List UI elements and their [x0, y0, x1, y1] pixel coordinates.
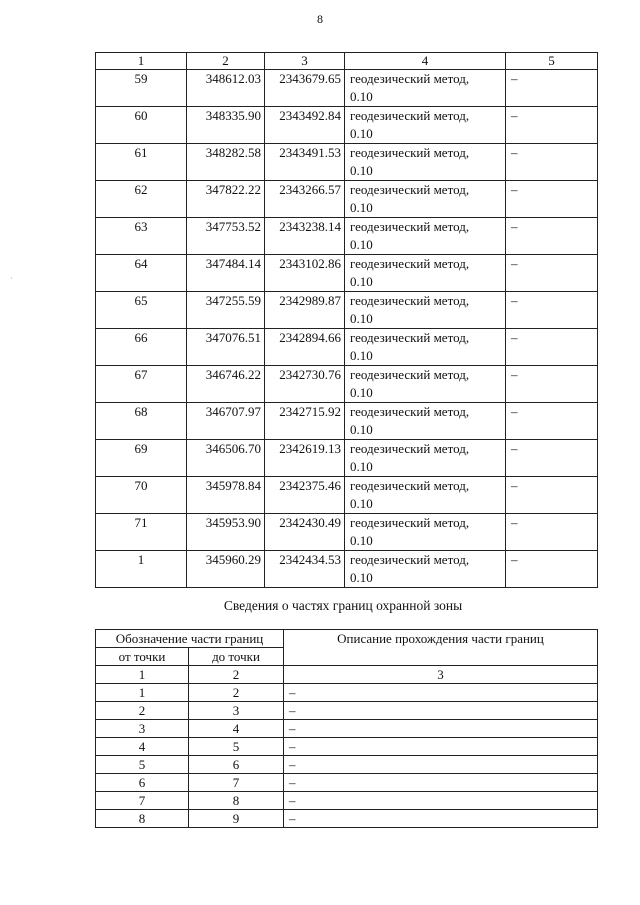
accuracy-value: 0.10	[350, 126, 373, 141]
table-row	[96, 218, 598, 255]
method-text: геодезический метод,	[350, 145, 470, 160]
description-cell: –	[284, 810, 598, 828]
method-text: геодезический метод,	[350, 108, 470, 123]
coord-y: 2342375.46	[265, 477, 345, 514]
to-point: 4	[189, 720, 284, 738]
from-point: 3	[96, 720, 189, 738]
method-text: геодезический метод,	[350, 367, 470, 382]
method-cell	[345, 218, 506, 255]
note-cell: –	[506, 107, 598, 144]
coord-x: 347484.14	[187, 255, 265, 292]
table-row	[96, 792, 598, 810]
page-number: 8	[317, 12, 323, 26]
note-cell: –	[506, 292, 598, 329]
from-point: 5	[96, 756, 189, 774]
col-header-1: 1	[96, 53, 187, 70]
coord-y: 2342730.76	[265, 366, 345, 403]
note-cell: –	[506, 551, 598, 588]
method-text: геодезический метод,	[350, 478, 470, 493]
point-number: 70	[96, 477, 187, 514]
description-cell: –	[284, 756, 598, 774]
table-row	[96, 181, 598, 218]
note-cell: –	[506, 255, 598, 292]
accuracy-value: 0.10	[350, 311, 373, 326]
description-cell: –	[284, 720, 598, 738]
col-number-2: 2	[189, 666, 284, 684]
accuracy-value: 0.10	[350, 496, 373, 511]
table-row	[96, 255, 598, 292]
point-number: 1	[96, 551, 187, 588]
col-number-3: 3	[284, 666, 598, 684]
point-number: 64	[96, 255, 187, 292]
header-boundary-part: Обозначение части границ	[96, 630, 284, 648]
note-cell: –	[506, 70, 598, 107]
accuracy-value: 0.10	[350, 274, 373, 289]
coordinates-table-header-row	[96, 53, 598, 70]
method-cell	[345, 403, 506, 440]
method-text: геодезический метод,	[350, 515, 470, 530]
table-row	[96, 292, 598, 329]
method-text: геодезический метод,	[350, 404, 470, 419]
parts-header-row-1	[96, 630, 598, 648]
accuracy-value: 0.10	[350, 89, 373, 104]
coord-x: 347822.22	[187, 181, 265, 218]
accuracy-value: 0.10	[350, 422, 373, 437]
from-point: 4	[96, 738, 189, 756]
to-point: 5	[189, 738, 284, 756]
table-row	[96, 551, 598, 588]
accuracy-value: 0.10	[350, 570, 373, 585]
col-header-5: 5	[506, 53, 598, 70]
note-cell: –	[506, 218, 598, 255]
method-cell	[345, 144, 506, 181]
method-cell	[345, 366, 506, 403]
coord-x: 347255.59	[187, 292, 265, 329]
coord-y: 2343491.53	[265, 144, 345, 181]
table-row	[96, 144, 598, 181]
table-row	[96, 756, 598, 774]
from-point: 7	[96, 792, 189, 810]
method-text: геодезический метод,	[350, 441, 470, 456]
note-cell: –	[506, 329, 598, 366]
note-cell: –	[506, 440, 598, 477]
accuracy-value: 0.10	[350, 348, 373, 363]
coord-x: 345953.90	[187, 514, 265, 551]
table-row	[96, 810, 598, 828]
coord-x: 346506.70	[187, 440, 265, 477]
method-text: геодезический метод,	[350, 552, 470, 567]
note-cell: –	[506, 477, 598, 514]
note-cell: –	[506, 144, 598, 181]
header-description: Описание прохождения части границ	[284, 630, 598, 666]
coord-y: 2343266.57	[265, 181, 345, 218]
table-row	[96, 477, 598, 514]
method-cell	[345, 255, 506, 292]
from-point: 1	[96, 684, 189, 702]
note-cell: –	[506, 514, 598, 551]
point-number: 60	[96, 107, 187, 144]
coord-x: 348612.03	[187, 70, 265, 107]
method-text: геодезический метод,	[350, 256, 470, 271]
method-cell	[345, 440, 506, 477]
method-text: геодезический метод,	[350, 182, 470, 197]
method-text: геодезический метод,	[350, 293, 470, 308]
col-header-3: 3	[265, 53, 345, 70]
table-row	[96, 329, 598, 366]
method-cell	[345, 329, 506, 366]
header-to-point: до точки	[189, 648, 284, 666]
point-number: 68	[96, 403, 187, 440]
description-cell: –	[284, 738, 598, 756]
point-number: 61	[96, 144, 187, 181]
to-point: 9	[189, 810, 284, 828]
boundary-parts-table	[95, 629, 598, 828]
to-point: 7	[189, 774, 284, 792]
coord-y: 2343679.65	[265, 70, 345, 107]
method-cell	[345, 514, 506, 551]
method-cell	[345, 551, 506, 588]
point-number: 67	[96, 366, 187, 403]
table-row	[96, 403, 598, 440]
coord-y: 2343102.86	[265, 255, 345, 292]
coord-y: 2343492.84	[265, 107, 345, 144]
note-cell: –	[506, 366, 598, 403]
accuracy-value: 0.10	[350, 200, 373, 215]
coordinates-table	[95, 52, 598, 588]
accuracy-value: 0.10	[350, 237, 373, 252]
method-cell	[345, 70, 506, 107]
accuracy-value: 0.10	[350, 533, 373, 548]
col-header-2: 2	[187, 53, 265, 70]
point-number: 62	[96, 181, 187, 218]
table-row	[96, 720, 598, 738]
note-cell: –	[506, 181, 598, 218]
coord-y: 2342619.13	[265, 440, 345, 477]
coord-y: 2342430.49	[265, 514, 345, 551]
coord-y: 2342434.53	[265, 551, 345, 588]
accuracy-value: 0.10	[350, 459, 373, 474]
table-row	[96, 684, 598, 702]
point-number: 59	[96, 70, 187, 107]
point-number: 69	[96, 440, 187, 477]
method-text: геодезический метод,	[350, 219, 470, 234]
description-cell: –	[284, 774, 598, 792]
description-cell: –	[284, 792, 598, 810]
to-point: 2	[189, 684, 284, 702]
coord-x: 348282.58	[187, 144, 265, 181]
from-point: 2	[96, 702, 189, 720]
point-number: 66	[96, 329, 187, 366]
from-point: 6	[96, 774, 189, 792]
to-point: 3	[189, 702, 284, 720]
method-cell	[345, 107, 506, 144]
col-header-4: 4	[345, 53, 506, 70]
col-number-1: 1	[96, 666, 189, 684]
parts-number-row	[96, 666, 598, 684]
coord-x: 345978.84	[187, 477, 265, 514]
point-number: 65	[96, 292, 187, 329]
coord-x: 348335.90	[187, 107, 265, 144]
method-cell	[345, 477, 506, 514]
table-row	[96, 70, 598, 107]
table-row	[96, 107, 598, 144]
accuracy-value: 0.10	[350, 385, 373, 400]
note-cell: –	[506, 403, 598, 440]
to-point: 8	[189, 792, 284, 810]
table-row	[96, 440, 598, 477]
coord-x: 346746.22	[187, 366, 265, 403]
coord-y: 2342715.92	[265, 403, 345, 440]
method-cell	[345, 181, 506, 218]
method-text: геодезический метод,	[350, 330, 470, 345]
point-number: 71	[96, 514, 187, 551]
from-point: 8	[96, 810, 189, 828]
description-cell: –	[284, 684, 598, 702]
header-from-point: от точки	[96, 648, 189, 666]
method-cell	[345, 292, 506, 329]
description-cell: –	[284, 702, 598, 720]
coord-x: 347076.51	[187, 329, 265, 366]
section-title: Сведения о частях границ охранной зоны	[223, 598, 463, 613]
method-text: геодезический метод,	[350, 71, 470, 86]
accuracy-value: 0.10	[350, 163, 373, 178]
coord-x: 346707.97	[187, 403, 265, 440]
stray-mark: ·	[10, 274, 13, 283]
point-number: 63	[96, 218, 187, 255]
table-row	[96, 702, 598, 720]
to-point: 6	[189, 756, 284, 774]
coord-y: 2342894.66	[265, 329, 345, 366]
table-row	[96, 774, 598, 792]
coord-x: 345960.29	[187, 551, 265, 588]
coord-y: 2342989.87	[265, 292, 345, 329]
coord-x: 347753.52	[187, 218, 265, 255]
table-row	[96, 366, 598, 403]
coord-y: 2343238.14	[265, 218, 345, 255]
table-row	[96, 514, 598, 551]
table-row	[96, 738, 598, 756]
